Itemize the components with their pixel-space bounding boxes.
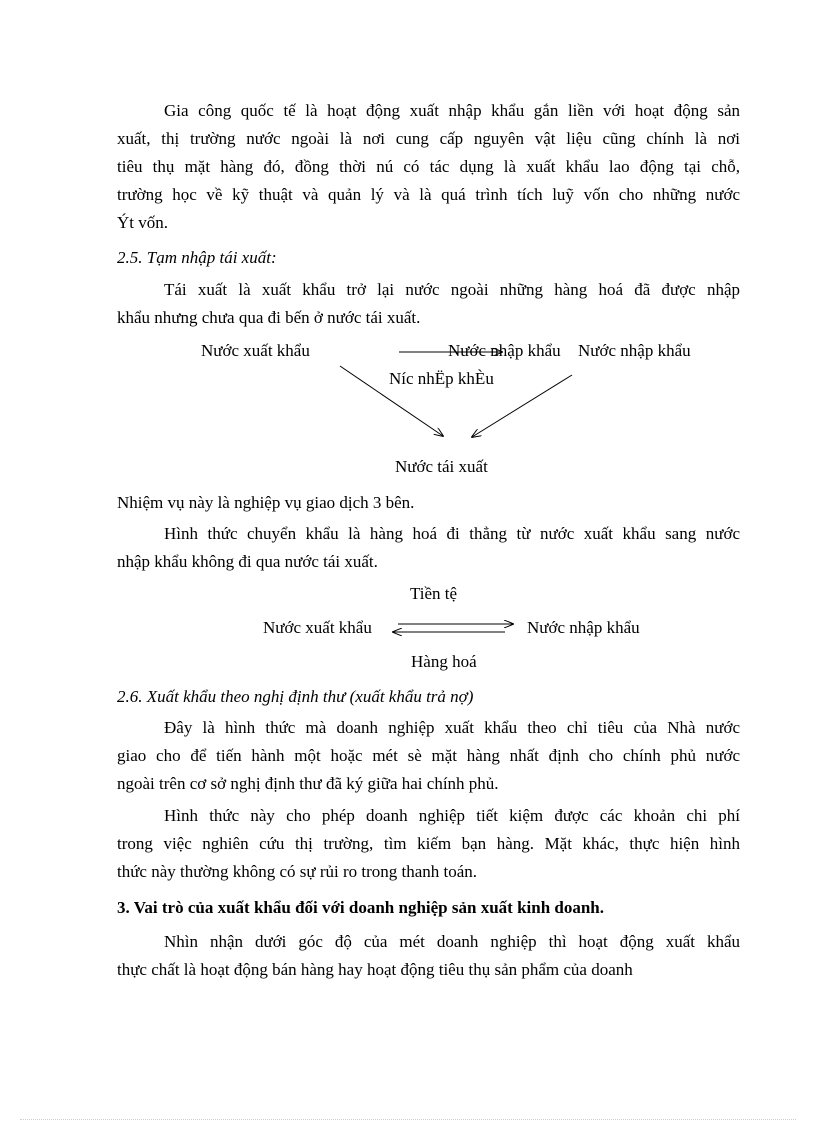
paragraph-vai-tro-line-1: Nhìn nhận dưới góc độ của mét doanh nghiệp thì hoạt động xuất khẩu — [164, 932, 740, 951]
paragraph-tiet-kiem-line-3: thức này thường không có sự rủi ro trong thanh toán. — [117, 862, 478, 881]
paragraph-gia-cong-line-5: Ýt vốn. — [117, 213, 168, 232]
section-heading-3: 3. Vai trò của xuất khẩu đối với doanh nghiệp sản xuất kinh doanh. — [117, 898, 605, 917]
diagram1-garbled-label: Níc nhËp khÈu — [389, 369, 494, 388]
paragraph-gia-cong-line-4: trường học về kỹ thuật và quản lý và là quá trình tích luỹ vốn cho những nước — [117, 185, 740, 204]
diagram2-exporter-label: Nước xuất khẩu — [263, 618, 372, 637]
paragraph-nghi-dinh-thu-line-3: ngoài trên cơ sở nghị định thư đã ký giữa hai chính phủ. — [117, 774, 499, 793]
diagram1-left-diagonal-arrow — [340, 366, 443, 436]
paragraph-gia-cong-line-3: tiêu thụ mặt hàng đó, đồng thời nú có tác dụng là xuất khẩu lao động tại chỗ, — [117, 157, 740, 176]
diagram1-exporter-label: Nước xuất khẩu — [201, 341, 310, 360]
paragraph-chuyen-khau-line-1: Hình thức chuyển khẩu là hàng hoá đi thẳng từ nước xuất khẩu sang nước — [164, 524, 740, 543]
section-heading-2-5: 2.5. Tạm nhập tái xuất: — [117, 248, 277, 267]
paragraph-gia-cong-line-1: Gia công quốc tế là hoạt động xuất nhập khẩu gắn liền với hoạt động sản — [164, 101, 740, 120]
paragraph-tai-xuat-line-2: khẩu nhưng chưa qua đi bến ở nước tái xuất. — [117, 308, 421, 327]
diagram2-importer-label: Nước nhập khẩu — [527, 618, 640, 637]
page-bottom-divider — [20, 1119, 796, 1120]
paragraph-vai-tro-line-2: thực chất là hoạt động bán hàng hay hoạt động tiêu thụ sản phẩm của doanh — [117, 960, 633, 979]
diagram1-importer-label: Nước nhập khẩu — [578, 341, 691, 360]
paragraph-gia-cong-line-2: xuất, thị trường nước ngoài là nơi cung cấp nguyên vật liệu cũng chính là nơi — [117, 129, 740, 148]
paragraph-tiet-kiem-line-1: Hình thức này cho phép doanh nghiệp tiết kiệm được các khoản chi phí — [164, 806, 740, 825]
diagram2-currency-label: Tiền tệ — [410, 584, 458, 603]
diagram2-goods-label: Hàng hoá — [411, 652, 477, 671]
section-heading-2-6: 2.6. Xuất khẩu theo nghị định thư (xuất khẩu trả nợ) — [117, 687, 474, 706]
paragraph-chuyen-khau-line-2: nhập khẩu không đi qua nước tái xuất. — [117, 552, 378, 571]
diagram1-right-diagonal-arrow — [472, 375, 572, 437]
paragraph-nghi-dinh-thu-line-1: Đây là hình thức mà doanh nghiệp xuất khẩu theo chỉ tiêu của Nhà nước — [164, 718, 740, 737]
paragraph-tai-xuat-line-1: Tái xuất là xuất khẩu trở lại nước ngoài những hàng hoá đã được nhập — [164, 280, 740, 299]
diagram1-importer-label-overlap: Nước nhập khẩu — [448, 341, 561, 360]
paragraph-tiet-kiem-line-2: trong việc nghiên cứu thị trường, tìm kiếm bạn hàng. Mặt khác, thực hiện hình — [117, 834, 740, 853]
paragraph-nghi-dinh-thu-line-2: giao cho để tiến hành một hoặc mét sè mặt hàng nhất định cho chính phủ nước — [117, 746, 740, 765]
diagram1-reexport-label: Nước tái xuất — [395, 457, 488, 476]
paragraph-nhiem-vu: Nhiệm vụ này là nghiệp vụ giao dịch 3 bên. — [117, 493, 415, 512]
